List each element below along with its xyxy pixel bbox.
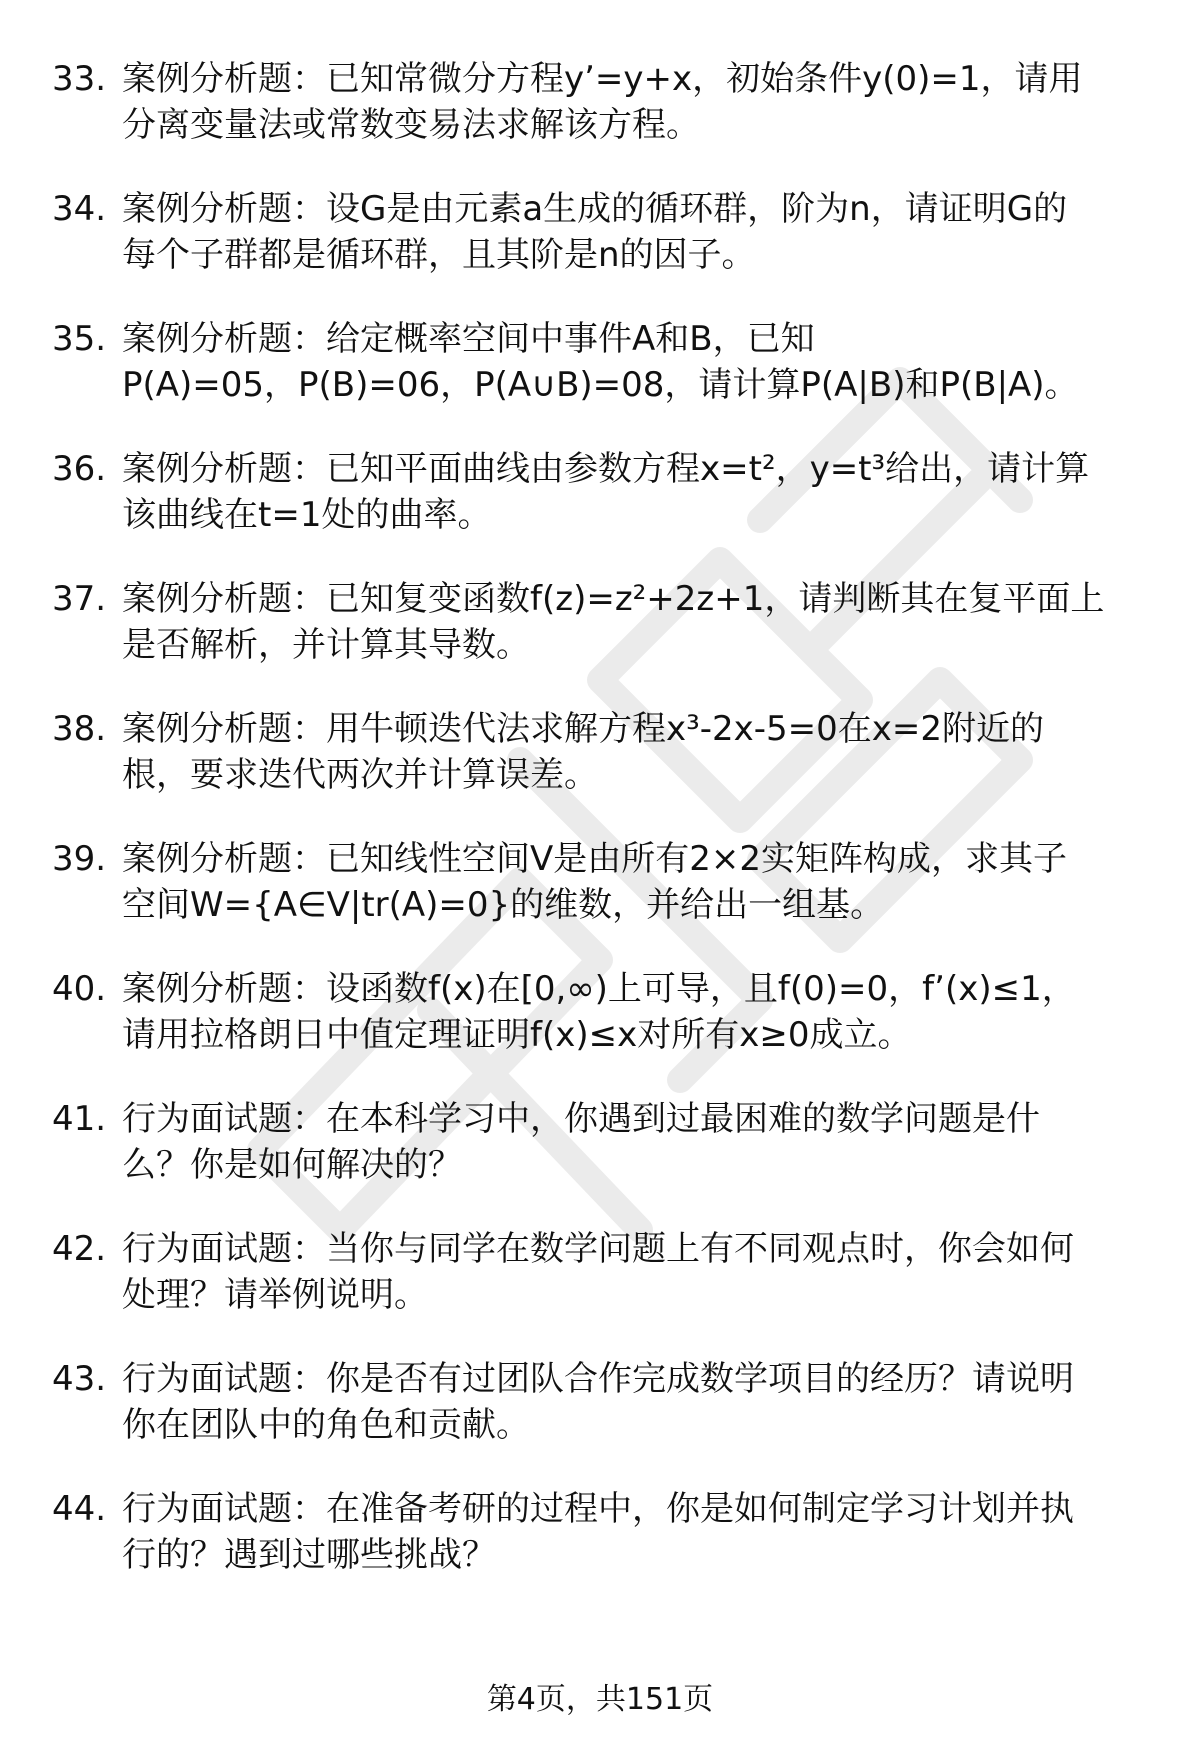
question-item — [52, 1356, 1152, 1486]
question-item — [52, 316, 1152, 446]
question-number: 42. — [52, 1229, 107, 1269]
question-number: 40. — [52, 969, 107, 1009]
question-text: 案例分析题：设函数f(x)在[0,∞)上可导，且f(0)=0，f’(x)≤1， 请用拉格朗日中值定理证明f(x)≤x对所有x≥0成立。 — [122, 969, 1076, 1055]
question-text: 案例分析题：已知复变函数f(z)=z²+2z+1，请判断其在复平面上 是否解析，并计算其导数。 — [122, 579, 1105, 665]
question-text: 案例分析题：已知平面曲线由参数方程x=t²，y=t³给出，请计算 该曲线在t=1处的曲率。 — [122, 449, 1090, 535]
question-item — [52, 836, 1152, 966]
question-item — [52, 706, 1152, 836]
question-text: 案例分析题：已知常微分方程y’=y+x，初始条件y(0)=1，请用 分离变量法或常数变易法求解该方程。 — [122, 59, 1083, 145]
question-text: 行为面试题：在准备考研的过程中，你是如何制定学习计划并执 行的？遇到过哪些挑战？ — [122, 1489, 1074, 1575]
question-number: 43. — [52, 1359, 107, 1399]
question-text: 案例分析题：给定概率空间中事件A和B，已知 P(A)=05，P(B)=06，P(A∪B)=08，请计算P(A|B)和P(B|A)。 — [122, 319, 1079, 405]
page-number-footer: 第4页，共151页 — [486, 1682, 714, 1717]
question-item — [52, 56, 1152, 186]
question-text: 行为面试题：你是否有过团队合作完成数学项目的经历？请说明 你在团队中的角色和贡献。 — [122, 1359, 1074, 1445]
question-number: 41. — [52, 1099, 107, 1139]
question-number: 37. — [52, 579, 107, 619]
question-item — [52, 1226, 1152, 1356]
question-item — [52, 576, 1152, 706]
question-item — [52, 966, 1152, 1096]
question-number: 33. — [52, 59, 107, 99]
question-number: 34. — [52, 189, 107, 229]
question-number: 36. — [52, 449, 107, 489]
question-text: 行为面试题：当你与同学在数学问题上有不同观点时，你会如何 处理？请举例说明。 — [122, 1229, 1074, 1315]
question-text: 案例分析题：用牛顿迭代法求解方程x³-2x-5=0在x=2附近的 根，要求迭代两次并计算误差。 — [122, 709, 1045, 795]
question-item — [52, 186, 1152, 316]
question-number: 38. — [52, 709, 107, 749]
question-item — [52, 1096, 1152, 1226]
question-text: 行为面试题：在本科学习中，你遇到过最困难的数学问题是什 么？你是如何解决的？ — [122, 1099, 1040, 1185]
question-text: 案例分析题：已知线性空间V是由所有2×2实矩阵构成，求其子 空间W={A∈V|tr(A)=0}的维数，并给出一组基。 — [122, 839, 1068, 925]
question-number: 39. — [52, 839, 107, 879]
question-number: 35. — [52, 319, 107, 359]
question-text: 案例分析题：设G是由元素a生成的循环群，阶为n，请证明G的 每个子群都是循环群，且其阶是n的因子。 — [122, 189, 1068, 275]
question-item — [52, 446, 1152, 576]
question-number: 44. — [52, 1489, 107, 1529]
question-list — [52, 56, 1152, 1616]
question-item — [52, 1486, 1152, 1616]
